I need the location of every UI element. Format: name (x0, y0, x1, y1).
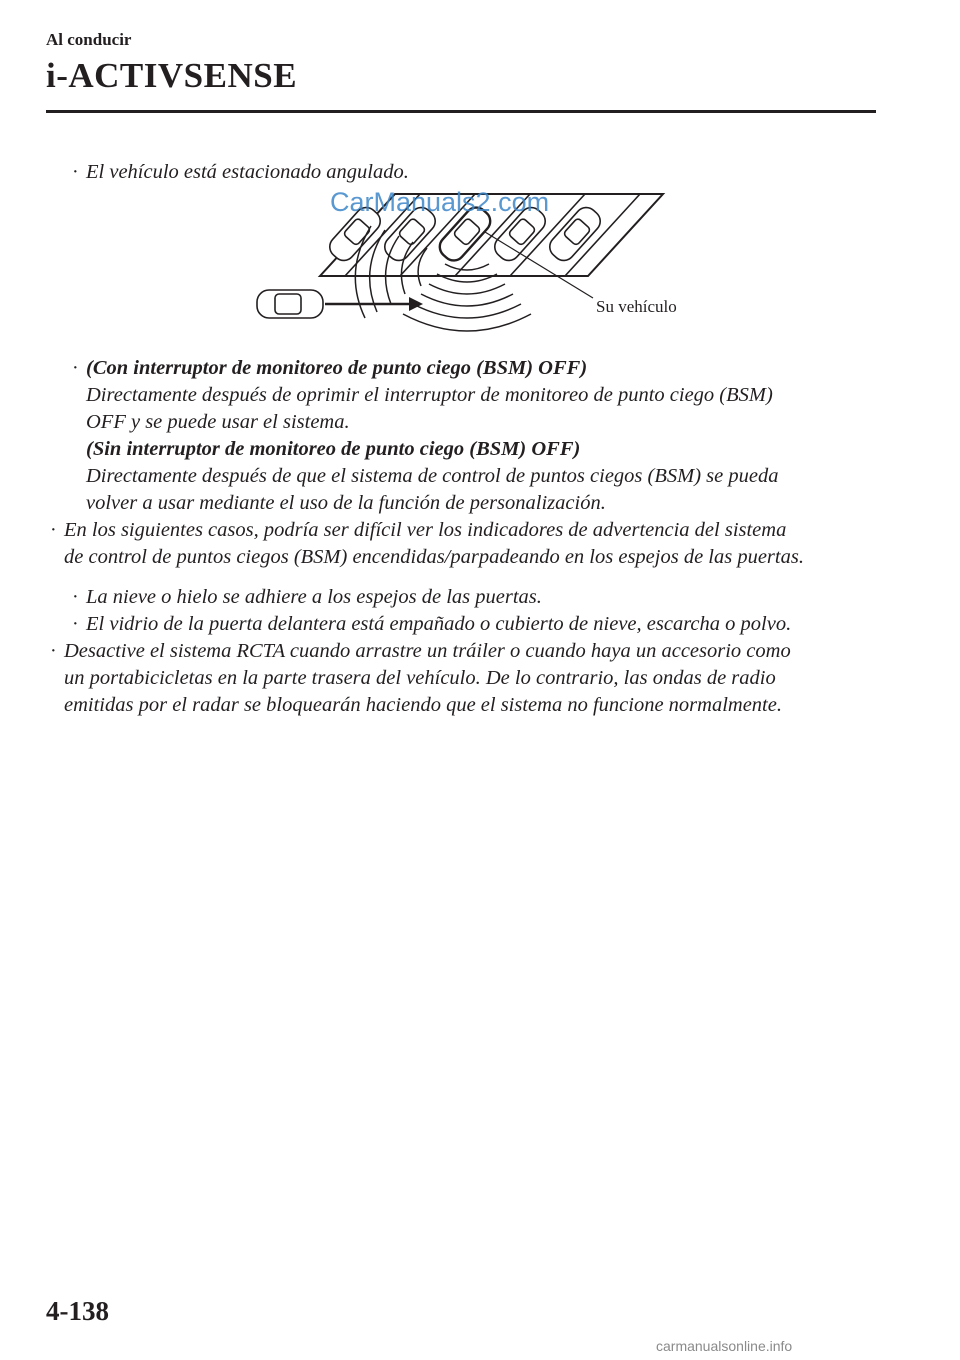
watermark: CarManuals2.com (330, 187, 550, 217)
text-line: Directamente después de oprimir el interruptor de monitoreo de punto ciego (BSM) (86, 384, 773, 406)
bullet-dot: · (50, 640, 57, 662)
section-label: Al conducir (46, 30, 132, 49)
text-line: En los siguientes casos, podría ser difícil ver los indicadores de advertencia del sistema (64, 519, 787, 541)
arrow-icon (325, 297, 423, 311)
text-line: La nieve o hielo se adhiere a los espejos de las puertas. (86, 586, 542, 608)
sub-bullet-dot: · (72, 357, 79, 379)
bullet-dot: · (50, 519, 57, 541)
text-line: Desactive el sistema RCTA cuando arrastre un tráiler o cuando haya un accesorio como (64, 640, 791, 662)
footer-site-link[interactable]: carmanualsonline.info (656, 1338, 793, 1354)
sub-bullet-dot: · (72, 161, 79, 183)
text-line: un portabicicletas en la parte trasera del vehículo. De lo contrario, las ondas de radio (64, 667, 776, 689)
text-line: de control de puntos ciegos (BSM) encendidas/parpadeando en los espejos de las puertas. (64, 546, 804, 568)
page-number: 4-138 (46, 1296, 109, 1326)
sub-bullet-dot: · (72, 613, 79, 635)
text-line: El vidrio de la puerta delantera está empañado o cubierto de nieve, escarcha o polvo. (86, 613, 792, 635)
page-title: i-ACTIVSENSE (46, 56, 298, 95)
text-line: volver a usar mediante el uso de la función de personalización. (86, 492, 606, 514)
sub-bullet-dot: · (72, 586, 79, 608)
header-rule (46, 110, 876, 113)
bold-heading-line: (Con interruptor de monitoreo de punto ciego (BSM) OFF) (86, 357, 588, 379)
text-line: OFF y se puede usar el sistema. (86, 411, 350, 433)
bold-heading-line: (Sin interruptor de monitoreo de punto ciego (BSM) OFF) (86, 438, 581, 460)
text-line: El vehículo está estacionado angulado. (86, 161, 409, 183)
approaching-car-icon (257, 290, 323, 318)
figure-caption: Su vehículo (596, 297, 677, 316)
text-line: Directamente después de que el sistema de control de puntos ciegos (BSM) se pueda (86, 465, 779, 487)
text-line: emitidas por el radar se bloquearán haciendo que el sistema no funcione normalmente. (64, 694, 782, 716)
